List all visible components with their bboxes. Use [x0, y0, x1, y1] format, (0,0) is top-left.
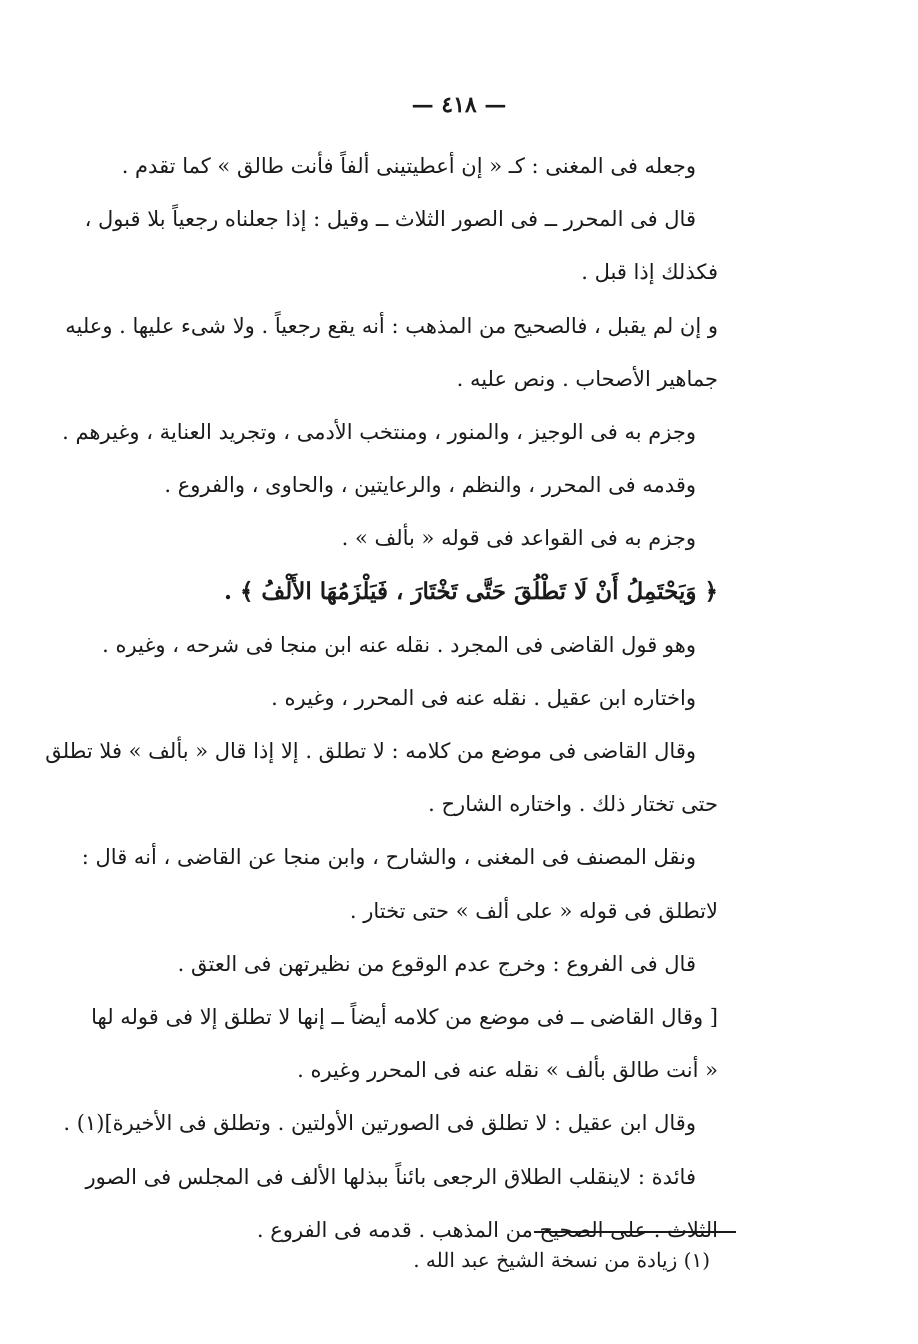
text-line: قال فى المحرر ــ فى الصور الثلاث ــ وقيل : إذا جعلناه رجعياً بلا قبول ، — [84, 207, 696, 232]
footnote: (١) زيادة من نسخة الشيخ عبد الله . — [413, 1248, 710, 1272]
text-line: وقال القاضى فى موضع من كلامه : لا تطلق . إلا إذا قال « بألف » فلا تطلق — [45, 739, 696, 764]
text-line: وقال ابن عقيل : لا تطلق فى الصورتين الأولتين . وتطلق فى الأخيرة](١) . — [63, 1111, 696, 1136]
text-line: لاتطلق فى قوله « على ألف » حتى تختار . — [349, 898, 718, 923]
text-line: فائدة : لاينقلب الطلاق الرجعى بائناً ببذلها الألف فى المجلس فى الصور — [85, 1164, 696, 1189]
text-line: وجعله فى المغنى : كـ « إن أعطيتينى ألفاً فأنت طالق » كما تقدم . — [121, 154, 696, 178]
quran-line: ﴿ وَيَحْتَمِلُ أَنْ لَا تَطْلُقَ حَتَّى تَخْتَارَ ، فَيَلْزَمُهَا الأَلْفُ ﴾ . — [223, 577, 718, 605]
text-line: جماهير الأصحاب . ونص عليه . — [456, 366, 718, 391]
text-line: وجزم به فى الوجيز ، والمنور ، ومنتخب الأدمى ، وتجريد العناية ، وغيرهم . — [62, 419, 696, 444]
text-line: وجزم به فى القواعد فى قوله « بألف » . — [341, 526, 696, 551]
text-line: ونقل المصنف فى المغنى ، والشارح ، وابن منجا عن القاضى ، أنه قال : — [81, 845, 696, 870]
text-line: الثلاث . على الصحيح من المذهب . قدمه فى الفروع . — [256, 1217, 718, 1242]
page-number: — ٤١٨ — — [411, 92, 507, 118]
text-line: [ وقال القاضى ــ فى موضع من كلامه أيضاً ــ إنها لا تطلق إلا فى قوله لها — [91, 1005, 718, 1029]
text-line: فكذلك إذا قبل . — [581, 260, 718, 285]
body-text — [45, 152, 718, 1269]
text-line: واختاره ابن عقيل . نقله عنه فى المحرر ، وغيره . — [271, 685, 696, 710]
text-line: وقدمه فى المحرر ، والنظم ، والرعايتين ، والحاوى ، والفروع . — [164, 473, 696, 498]
text-line: حتى تختار ذلك . واختاره الشارح . — [428, 792, 718, 817]
text-line: و إن لم يقبل ، فالصحيح من المذهب : أنه يقع رجعياً . ولا شىء عليها . وعليه — [65, 313, 718, 338]
text-line: « أنت طالق بألف » نقله عنه فى المحرر وغيره . — [297, 1058, 718, 1083]
text-line: وهو قول القاضى فى المجرد . نقله عنه ابن منجا فى شرحه ، وغيره . — [102, 632, 696, 657]
text-line: قال فى الفروع : وخرج عدم الوقوع من نظيرتهن فى العتق . — [177, 951, 696, 976]
footnote-divider — [534, 1231, 736, 1233]
